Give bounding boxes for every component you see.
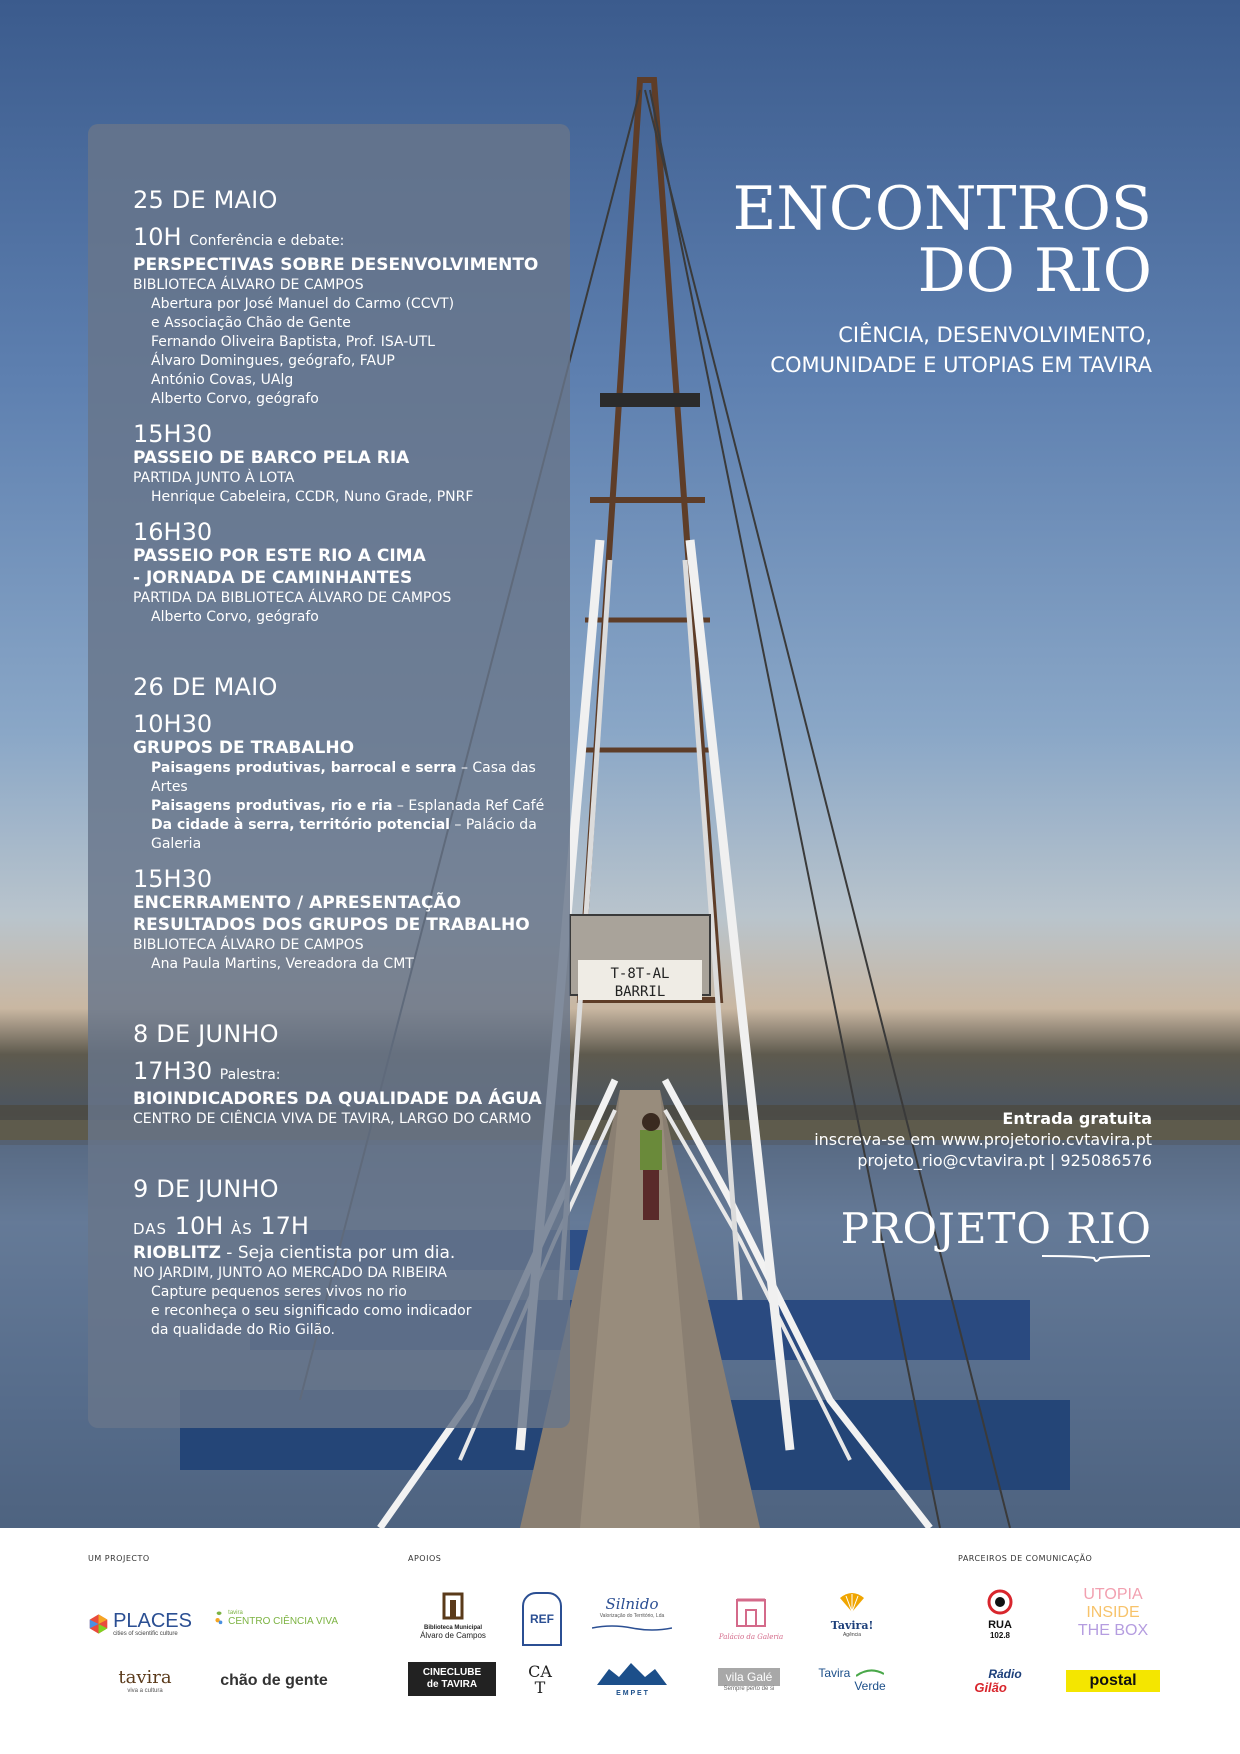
tavira-verde-logo bbox=[810, 1664, 894, 1696]
schedule bbox=[133, 186, 573, 1352]
ref-name: REF bbox=[530, 1612, 554, 1626]
event bbox=[133, 1058, 573, 1129]
subtitle-line-1: CIÊNCIA, DESENVOLVIMENTO, bbox=[838, 323, 1152, 347]
event-description: e reconheça o seu significado como indicador bbox=[151, 1303, 472, 1319]
svg-text:T-8T-AL: T-8T-AL bbox=[610, 966, 670, 982]
chao-de-gente-logo bbox=[212, 1666, 336, 1696]
registration-info bbox=[720, 1108, 1152, 1171]
hexagon-icon bbox=[88, 1612, 109, 1636]
event-speaker: Henrique Cabeleira, CCDR, Nuno Grade, PNRF bbox=[151, 489, 474, 505]
gilao-label: Gilão bbox=[974, 1680, 1007, 1695]
event-title-cont: RESULTADOS DOS GRUPOS DE TRABALHO bbox=[133, 915, 530, 935]
day-heading: 8 DE JUNHO bbox=[133, 1020, 279, 1048]
building-icon bbox=[733, 1592, 769, 1628]
tavira-name: tavira bbox=[118, 1666, 172, 1688]
event-description: da qualidade do Rio Gilão. bbox=[151, 1322, 335, 1338]
rua-frequency: 102.8 bbox=[989, 1630, 1011, 1640]
day-heading: 9 DE JUNHO bbox=[133, 1175, 279, 1203]
postal-name: postal bbox=[1089, 1672, 1137, 1689]
cat-line1: CA bbox=[528, 1662, 552, 1681]
event-time: 16H30 bbox=[133, 518, 213, 546]
postal-logo bbox=[1066, 1670, 1160, 1692]
signup-link[interactable]: inscreva-se em www.projetorio.cvtavira.pt bbox=[814, 1130, 1152, 1149]
utopia-line1: UTOPIA bbox=[1083, 1586, 1143, 1603]
workgroup-place: – Casa das Artes bbox=[151, 760, 536, 795]
ccv-city: tavira bbox=[228, 1609, 243, 1616]
vilagale-name: vila Galé bbox=[718, 1668, 781, 1686]
poster-title bbox=[640, 174, 1152, 306]
event-time: 15H30 bbox=[133, 865, 213, 893]
utopia-line3: THE BOX bbox=[1077, 1622, 1149, 1639]
silnido-name: Silnido bbox=[605, 1595, 659, 1613]
event-description: Capture pequenos seres vivos no rio bbox=[151, 1284, 407, 1300]
ref-cafe-logo bbox=[522, 1592, 562, 1646]
cineclube-line2: de TAVIRA bbox=[426, 1679, 478, 1690]
event-title: PASSEIO DE BARCO PELA RIA bbox=[133, 448, 410, 468]
places-name: PLACES bbox=[113, 1610, 192, 1632]
event-speaker: Alberto Corvo, geógrafo bbox=[151, 609, 319, 625]
event-speaker: Fernando Oliveira Baptista, Prof. ISA-UTL bbox=[151, 334, 435, 350]
label-media-partners: PARCEIROS DE COMUNICAÇÃO bbox=[958, 1554, 1093, 1563]
vilagale-tagline: Sempre perto de si bbox=[723, 1686, 775, 1692]
radio-label: Rádio bbox=[988, 1667, 1022, 1681]
utopia-inside-the-box-logo bbox=[1074, 1584, 1152, 1642]
brand-underline-icon bbox=[1040, 1252, 1152, 1266]
cat-line2: T bbox=[534, 1678, 546, 1697]
title-line-2: DO RIO bbox=[917, 236, 1152, 306]
event bbox=[133, 1213, 573, 1340]
event bbox=[133, 866, 573, 974]
tavira-tagline: viva a cultura bbox=[127, 1687, 163, 1694]
ciencia-viva-logo bbox=[214, 1590, 338, 1646]
event-time: 10H30 bbox=[133, 710, 213, 738]
tavira2-name: Tavira! bbox=[830, 1619, 874, 1632]
event-speaker: Álvaro Domingues, geógrafo, FAUP bbox=[151, 353, 395, 369]
event-speaker: Ana Paula Martins, Vereadora da CMT bbox=[151, 956, 414, 972]
event-type: Palestra: bbox=[219, 1067, 281, 1083]
event-place: PARTIDA DA BIBLIOTECA ÁLVARO DE CAMPOS bbox=[133, 590, 452, 606]
places-logo bbox=[88, 1604, 192, 1644]
door-icon bbox=[442, 1592, 464, 1620]
tavira-viva-logo bbox=[100, 1660, 190, 1700]
event bbox=[133, 519, 573, 627]
workgroup-topic: Da cidade à serra, território potencial bbox=[151, 817, 450, 833]
event-title: PERSPECTIVAS SOBRE DESENVOLVIMENTO bbox=[133, 255, 539, 275]
day-heading: 25 DE MAIO bbox=[133, 186, 278, 214]
workgroup-topic: Paisagens produtivas, rio e ria bbox=[151, 798, 393, 814]
shell-icon bbox=[838, 1590, 866, 1614]
empet-name: E M P E T bbox=[616, 1690, 648, 1697]
tavira-agencia-logo bbox=[826, 1584, 878, 1644]
project-brand: PROJETO RIO bbox=[840, 1204, 1152, 1253]
label-project: UM PROJECTO bbox=[88, 1554, 150, 1563]
event-time-mid: ÀS bbox=[230, 1220, 253, 1238]
swoosh-icon bbox=[856, 1668, 884, 1678]
event-place: PARTIDA JUNTO À LOTA bbox=[133, 470, 295, 486]
taviraverde-line2: Verde bbox=[854, 1679, 886, 1693]
event-place: BIBLIOTECA ÁLVARO DE CAMPOS bbox=[133, 937, 364, 953]
cineclube-line1: CINECLUBE bbox=[422, 1667, 482, 1678]
biblioteca-line1: Biblioteca Municipal bbox=[423, 1625, 482, 1631]
title-line-1: ENCONTROS bbox=[732, 174, 1152, 244]
event-title: RIOBLITZ bbox=[133, 1243, 221, 1263]
event-speaker: Abertura por José Manuel do Carmo (CCVT) bbox=[151, 296, 455, 312]
ccv-name: CENTRO CIÊNCIA VIVA bbox=[228, 1615, 338, 1627]
event-time: 17H30 bbox=[133, 1057, 213, 1085]
event-title: ENCERRAMENTO / APRESENTAÇÃO bbox=[133, 893, 462, 913]
tavira2-tagline: Agência bbox=[842, 1632, 862, 1638]
event-type: Conferência e debate: bbox=[189, 233, 345, 249]
svg-text:BARRIL: BARRIL bbox=[614, 984, 666, 1000]
workgroup-place: – Esplanada Ref Café bbox=[392, 798, 545, 814]
workgroup bbox=[133, 759, 573, 797]
hills-icon bbox=[597, 1661, 667, 1685]
radio-waves-icon bbox=[987, 1589, 1013, 1615]
silnido-logo bbox=[584, 1592, 680, 1640]
free-entry: Entrada gratuita bbox=[1002, 1109, 1152, 1128]
event-place: BIBLIOTECA ÁLVARO DE CAMPOS bbox=[133, 277, 364, 293]
event-speaker: Alberto Corvo, geógrafo bbox=[151, 391, 319, 407]
poster-subtitle bbox=[620, 320, 1152, 380]
event bbox=[133, 421, 573, 507]
event-title: PASSEIO POR ESTE RIO A CIMA bbox=[133, 546, 426, 566]
rua-name: RUA bbox=[988, 1618, 1012, 1631]
event-title: BIOINDICADORES DA QUALIDADE DA ÁGUA bbox=[133, 1089, 542, 1109]
event-title: GRUPOS DE TRABALHO bbox=[133, 738, 355, 758]
event bbox=[133, 224, 573, 409]
event-time-end: 17H bbox=[260, 1212, 309, 1240]
workgroup bbox=[133, 816, 573, 854]
chao-name: chão de gente bbox=[220, 1672, 328, 1689]
biblioteca-line2: Álvaro de Campos bbox=[420, 1631, 486, 1640]
workgroup-topic: Paisagens produtivas, barrocal e serra bbox=[151, 760, 457, 776]
leaf-icon bbox=[214, 1596, 224, 1640]
empet-logo bbox=[594, 1658, 670, 1700]
vila-gale-logo bbox=[712, 1658, 786, 1702]
cineclube-logo bbox=[408, 1662, 496, 1696]
places-tagline: cities of scientific culture bbox=[113, 1631, 178, 1637]
palacio-galeria-logo bbox=[706, 1588, 796, 1644]
event-time: 10H bbox=[174, 1212, 224, 1240]
event-time: 15H30 bbox=[133, 420, 213, 448]
event-speaker: António Covas, UAlg bbox=[151, 372, 294, 388]
workgroup bbox=[133, 797, 573, 816]
event-time-prefix: DAS bbox=[133, 1220, 168, 1238]
event bbox=[133, 711, 573, 854]
day-heading: 26 DE MAIO bbox=[133, 673, 278, 701]
event-tagline: - Seja cientista por um dia. bbox=[220, 1243, 456, 1263]
wave-icon bbox=[592, 1624, 672, 1632]
event-place: NO JARDIM, JUNTO AO MERCADO DA RIBEIRA bbox=[133, 1265, 447, 1281]
rua-fm-logo bbox=[974, 1584, 1026, 1644]
biblioteca-logo bbox=[405, 1588, 501, 1644]
cat-logo bbox=[522, 1660, 558, 1700]
event-place: CENTRO DE CIÊNCIA VIVA DE TAVIRA, LARGO DO CARMO bbox=[133, 1111, 532, 1127]
silnido-tagline: Valorização do Território, Lda bbox=[599, 1613, 665, 1619]
label-support: APOIOS bbox=[408, 1554, 442, 1563]
utopia-line2: INSIDE bbox=[1086, 1604, 1140, 1621]
event-time: 10H bbox=[133, 223, 182, 251]
contact-line[interactable]: projeto_rio@cvtavira.pt | 925086576 bbox=[857, 1151, 1152, 1170]
taviraverde-line1: Tavira bbox=[818, 1666, 851, 1680]
event-speaker: e Associação Chão de Gente bbox=[151, 315, 351, 331]
radio-gilao-logo bbox=[962, 1664, 1034, 1698]
event-title-cont: - JORNADA DE CAMINHANTES bbox=[133, 568, 413, 588]
workgroup-place: – Palácio da Galeria bbox=[151, 817, 537, 852]
subtitle-line-2: COMUNIDADE E UTOPIAS EM TAVIRA bbox=[770, 353, 1152, 377]
palacio-name: Palácio da Galeria bbox=[718, 1632, 784, 1641]
